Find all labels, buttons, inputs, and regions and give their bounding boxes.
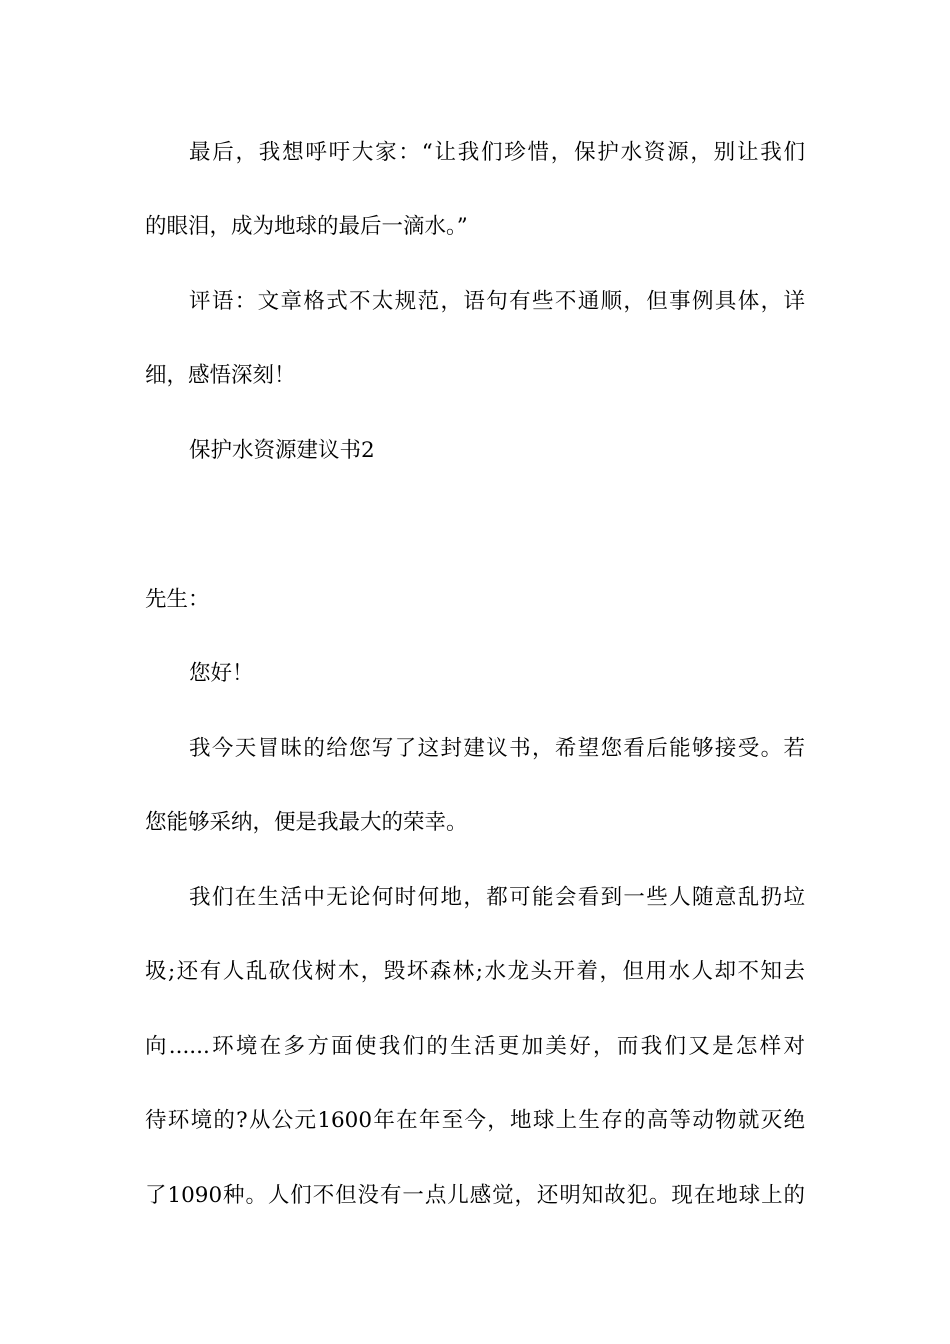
paragraph-line: 您能够采纳，便是我最大的荣幸。: [145, 810, 468, 835]
paragraph-line: 圾;还有人乱砍伐树木，毁坏森林;水龙头开着，但用水人却不知去: [145, 959, 805, 984]
greeting: 您好！: [189, 661, 254, 686]
paragraph-line: 最后，我想呼吁大家：“让我们珍惜，保护水资源，别让我们: [189, 140, 805, 165]
paragraph-line: 我今天冒昧的给您写了这封建议书，希望您看后能够接受。若: [189, 736, 805, 761]
paragraph-line: 待环境的?从公元1600年在年至今，地球上生存的高等动物就灭绝: [145, 1108, 805, 1133]
paragraph-line: 了1090种。人们不但没有一点儿感觉，还明知故犯。现在地球上的: [145, 1183, 805, 1208]
paragraph-line: 我们在生活中无论何时何地，都可能会看到一些人随意乱扔垃: [189, 885, 805, 910]
paragraph-line: 向......环境在多方面使我们的生活更加美好，而我们又是怎样对: [145, 1034, 805, 1059]
paragraph-line: 细，感悟深刻！: [145, 363, 296, 388]
salutation: 先生：: [145, 587, 210, 612]
section-heading: 保护水资源建议书2: [189, 438, 375, 463]
paragraph-line: 评语：文章格式不太规范，语句有些不通顺，但事例具体，详: [189, 289, 805, 314]
paragraph-line: 的眼泪，成为地球的最后一滴水。”: [145, 214, 468, 239]
